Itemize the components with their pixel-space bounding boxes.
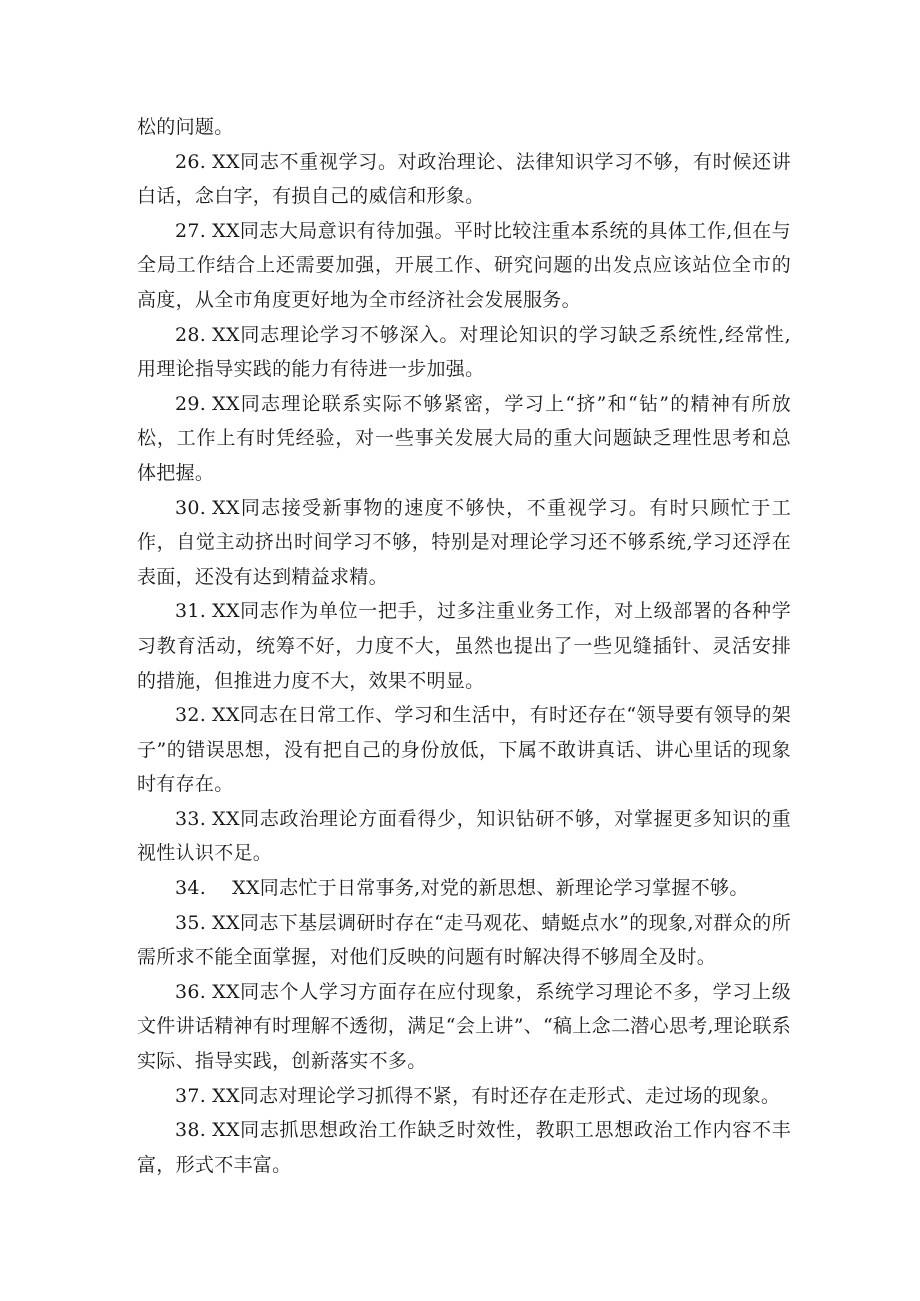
list-item-31	[137, 594, 791, 698]
item-number: 31.	[175, 600, 207, 623]
list-item-32	[137, 698, 791, 802]
item-text: XX同志对理论学习抓得不紧，有时还存在走形式、走过场的现象。	[212, 1084, 781, 1107]
list-item-37	[137, 1079, 791, 1114]
item-number: 38.	[175, 1119, 207, 1142]
item-number: 36.	[175, 980, 207, 1003]
list-item-27	[137, 214, 791, 318]
list-item-28	[137, 318, 791, 387]
item-number: 35.	[175, 911, 207, 934]
item-text: XX同志忙于日常事务,对党的新思想、新理论学习掌握不够。	[232, 877, 749, 900]
item-number: 32.	[175, 704, 207, 727]
item-text: XX同志接受新事物的速度不够快，不重视学习。有时只顾忙于工作，自觉主动挤出时间学习不够，特别是对理论学习还不够系统,学习还浮在表面，还没有达到精益求精。	[137, 496, 791, 588]
item-text: XX同志下基层调研时存在“走马观花、蜻蜓点水”的现象,对群众的所需所求不能全面掌握，对他们反映的问题有时解决得不够周全及时。	[137, 911, 791, 969]
list-item-30	[137, 491, 791, 595]
item-number: 33.	[175, 807, 207, 830]
list-item-36	[137, 975, 791, 1079]
item-number: 29.	[175, 392, 207, 415]
item-text: XX同志不重视学习。对政治理论、法律知识学习不够，有时候还讲白话，念白字，有损自己的威信和形象。	[137, 150, 791, 208]
item-text: XX同志理论联系实际不够紧密，学习上“挤”和“钻”的精神有所放松，工作上有时凭经验，对一些事关发展大局的重大问题缺乏理性思考和总体把握。	[137, 392, 791, 484]
lead-fragment: 松的问题。	[137, 116, 234, 138]
document-body	[137, 110, 791, 1182]
list-item-34	[137, 871, 791, 906]
list-item-33	[137, 802, 791, 871]
list-item-29	[137, 387, 791, 491]
item-text: XX同志作为单位一把手，过多注重业务工作，对上级部署的各种学习教育活动，统筹不好，力度不大，虽然也提出了一些见缝插针、灵活安排的措施，但推进力度不大，效果不明显。	[137, 600, 791, 692]
item-number: 26.	[175, 150, 207, 173]
item-number: 34.	[175, 877, 207, 900]
item-text: XX同志在日常工作、学习和生活中，有时还存在“领导要有领导的架子”的错误思想，没有把自己的身份放低，下属不敢讲真话、讲心里话的现象时有存在。	[137, 704, 791, 796]
list-item-26	[137, 145, 791, 214]
item-number: 28.	[175, 323, 207, 346]
list-item-38	[137, 1113, 791, 1182]
item-number: 37.	[175, 1084, 207, 1107]
item-text: XX同志理论学习不够深入。对理论知识的学习缺乏系统性,经常性,用理论指导实践的能力有待进一步加强。	[137, 323, 791, 381]
item-text: XX同志大局意识有待加强。平时比较注重本系统的具体工作,但在与全局工作结合上还需要加强，开展工作、研究问题的出发点应该站位全市的高度，从全市角度更好地为全市经济社会发展服务。	[137, 219, 791, 311]
item-text: XX同志个人学习方面存在应付现象，系统学习理论不多，学习上级文件讲话精神有时理解不透彻，满足“会上讲”、“稿上念二潜心思考,理论联系实际、指导实践，创新落实不多。	[137, 980, 791, 1073]
item-number: 27.	[175, 219, 207, 242]
item-number: 30.	[175, 496, 207, 519]
item-text: XX同志政治理论方面看得少，知识钻研不够，对掌握更多知识的重视性认识不足。	[137, 807, 791, 865]
list-item-35	[137, 906, 791, 975]
item-text: XX同志抓思想政治工作缺乏时效性，教职工思想政治工作内容不丰富，形式不丰富。	[137, 1119, 791, 1176]
